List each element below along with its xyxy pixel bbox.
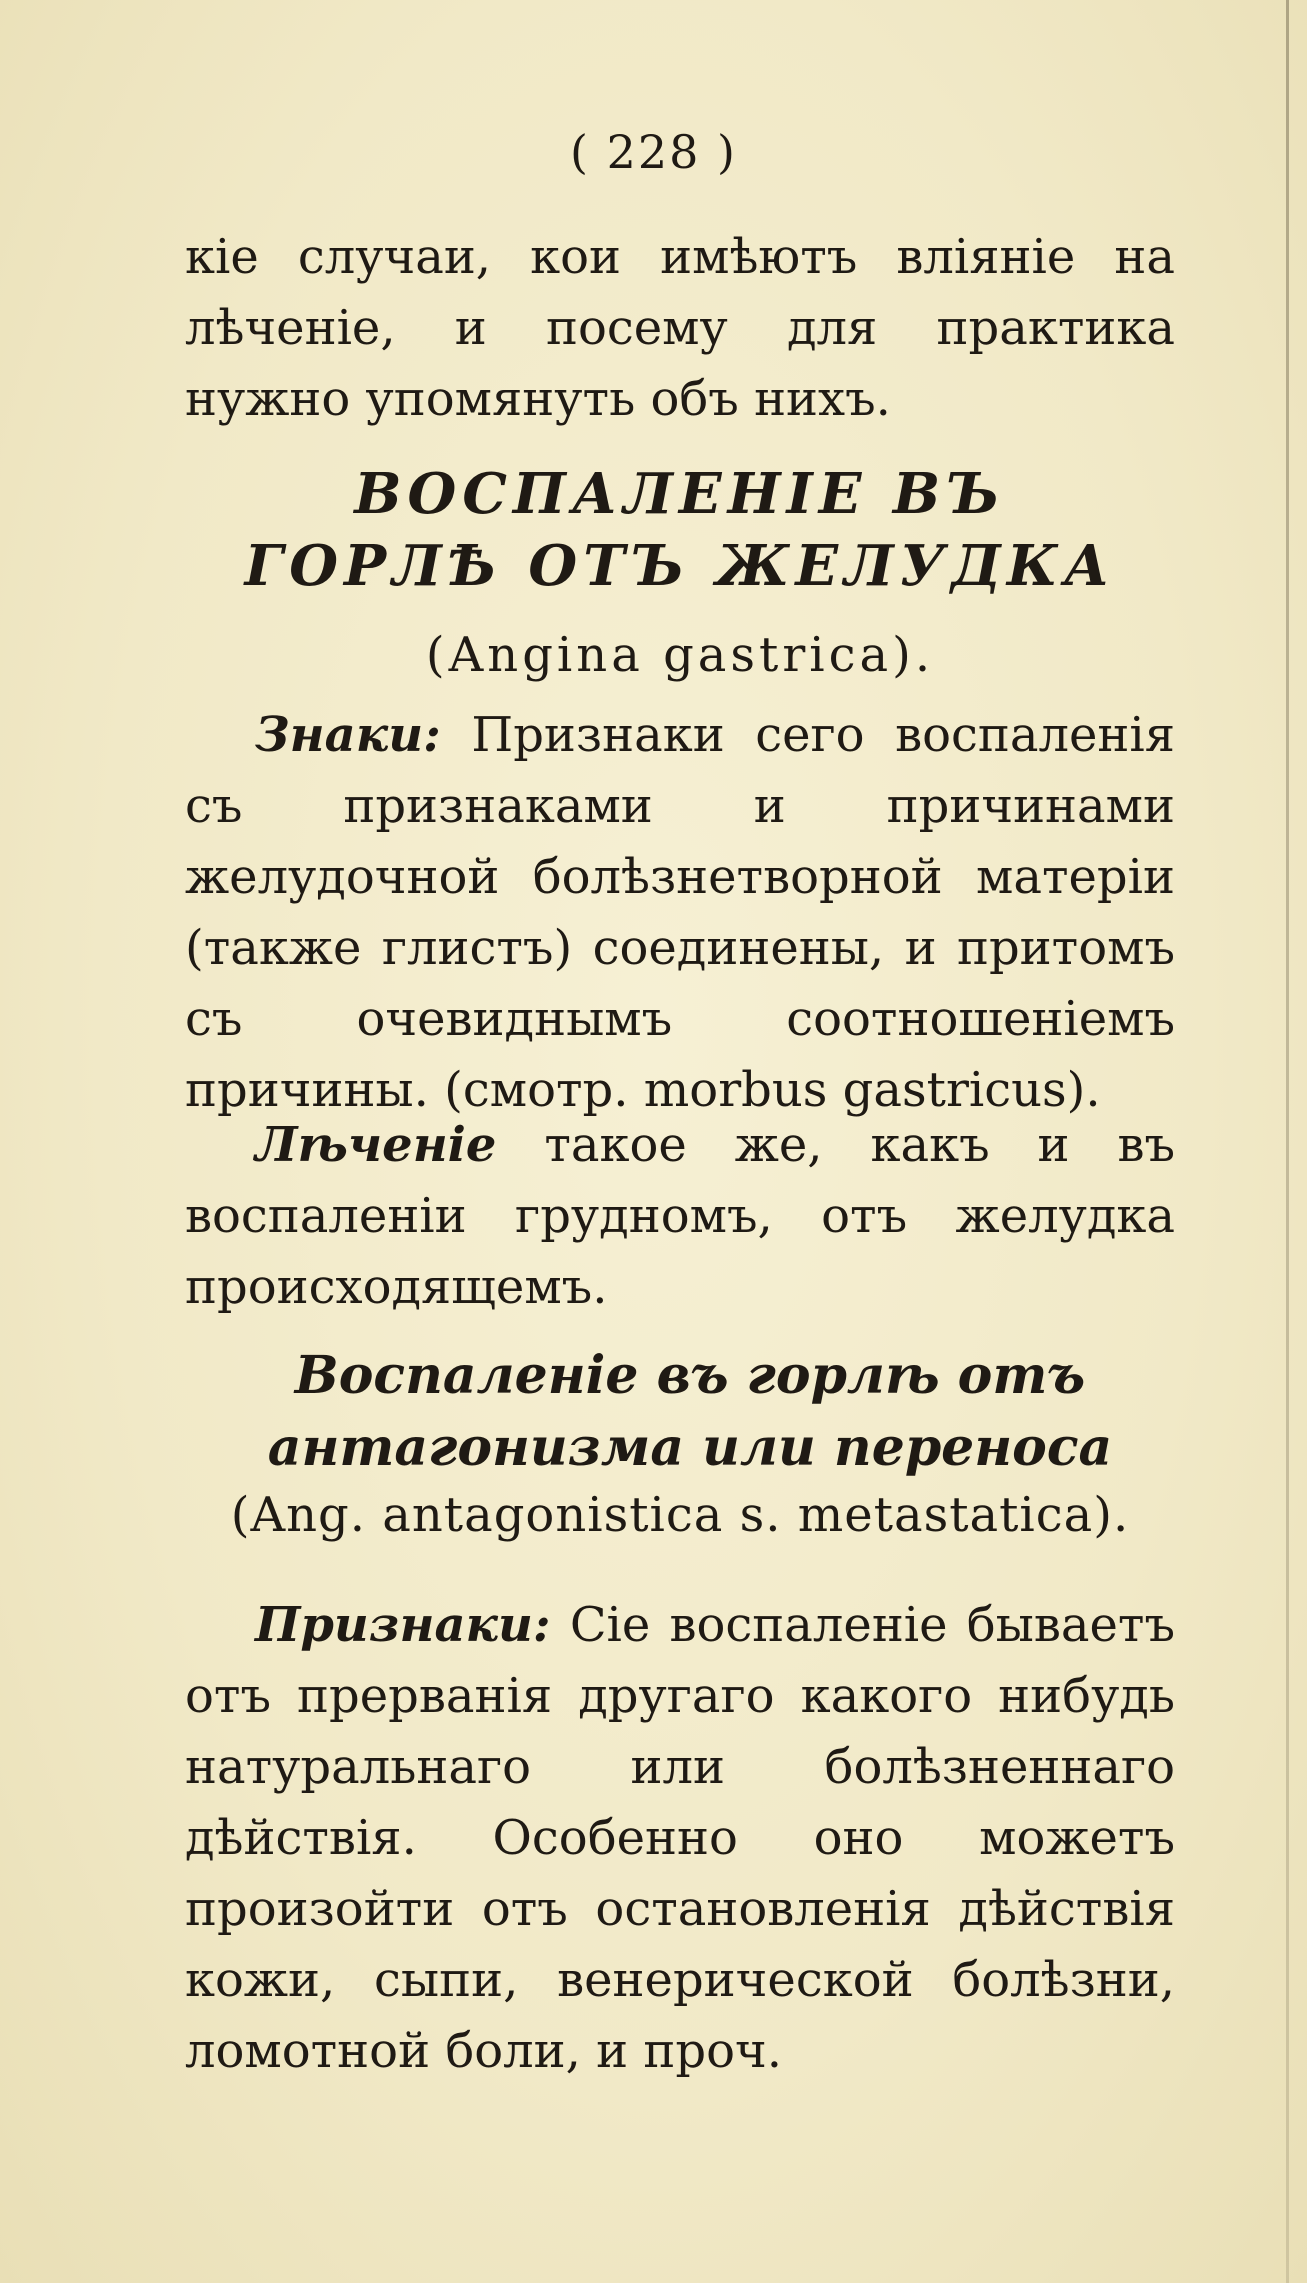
section1-signs-text: Признаки сего воспаленія съ признаками и причинами желудочной болѣзнетворной матеріи (также глистъ) соединены, и притомъ съ очевиднымъ соотношеніемъ причины. (смотр. morbus gastricus).: [185, 707, 1175, 1118]
section2-signs-label: Признаки:: [255, 1597, 551, 1653]
page-edge-shadow: [1286, 0, 1289, 2283]
section1-signs-label: Знаки:: [255, 707, 441, 763]
section1-treatment-paragraph: [185, 1110, 1175, 1323]
section2-signs-text: Сіе воспаленіе бываетъ отъ прерванія другаго какого нибудь натуральнаго или болѣзненнаго дѣйствія. Особенно оно можетъ произойти отъ остановленія дѣйствія кожи, сыпи, венерической болѣзни, ломотной боли, и проч.: [185, 1597, 1175, 2079]
section1-latin-name: (Angina gastrica).: [425, 627, 935, 683]
section1-title: ВОСПАЛЕНІЕ ВЪ ГОРЛѢ ОТЪ ЖЕЛУДКА: [244, 461, 1116, 599]
intro-paragraph: кіе случаи, кои имѣютъ вліяніе на лѣченіе, и посему для практика нужно упомянуть объ нихъ.: [185, 229, 1175, 427]
section2-latin-name: (Ang. antagonistica s. metastatica).: [230, 1487, 1130, 1543]
page-number: ( 228 ): [570, 125, 737, 179]
section2-signs-paragraph: [185, 1590, 1175, 2087]
section1-treatment-text: такое же, какъ и въ воспаленіи грудномъ, отъ желудка происходящемъ.: [185, 1117, 1175, 1315]
section2-title: Воспаленіе въ горлѣ отъ антагонизма или переноса: [267, 1345, 1113, 1478]
section1-treatment-label: Лѣченіе: [255, 1117, 497, 1173]
section1-signs-paragraph: [185, 700, 1175, 1126]
